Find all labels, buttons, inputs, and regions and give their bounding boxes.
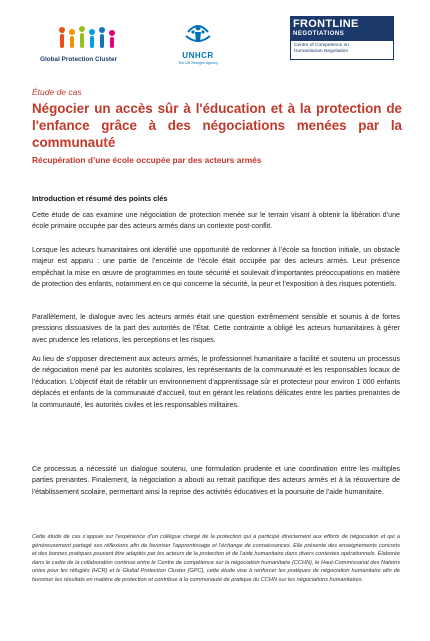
frontline-logo-line1: FRONTLINE [293,18,359,30]
paragraph-4: Au lieu de s’opposer directement aux acteurs armés, le professionnel humanitaire a facilité et soutenu un processus de négociation mené par les autorités scolaires, les représentants de la communauté et les responsables locaux de l’éducation. L’objectif était de rétablir un environnement d’apprentissage sûr et protecteur pour environ 1 000 enfants déplacés et enfants de la communauté d’accueil, tout en gérant les relations délicates entre les parties prenantes de la communauté, les autorités civiles et les responsables militaires. [32,355,400,409]
page-title: Négocier un accès sûr à l'éducation et à la protection de l'enfance grâce à des négociations menées par la communauté [32,101,402,150]
unhcr-logo-title: UNHCR [182,51,214,60]
frontline-logo-line2: NEGOTIATIONS [293,31,345,37]
gpc-people-icon [56,24,120,50]
paragraph-1: Cette étude de cas examine une négociation de protection menée sur le terrain visant à obtenir la libération d’une école primaire occupée par des acteurs armés dans un contexte post-conflit. [32,211,400,231]
paragraph-5: Ce processus a nécessité un dialogue soutenu, une formulation prudente et une coordination entre les multiples parties prenantes. Finalement, la négociation a abouti au retrait pacifique des acteurs armés et à la réouverture de l’établissement scolaire, permettant ainsi la reprise des activités éducatives et la poursuite de l’aide humanitaire. [32,465,400,496]
page-subtitle: Récupération d’une école occupée par des acteurs armés [32,155,262,165]
unhcr-logo-subtitle: The UN Refugee Agency [178,61,218,65]
unhcr-emblem-icon [184,18,212,48]
frontline-logo-line4: Humanitarian Negotiation [294,49,349,54]
frontline-logo-line3: Centre of Competence on [294,43,349,48]
frontline-logo-caption [290,41,394,60]
unhcr-logo [168,18,228,70]
gpc-logo [40,24,136,68]
document-type-label: Étude de cas [32,87,82,97]
section-heading: Introduction et résumé des points clés [32,194,168,203]
frontline-logo-banner [290,16,394,41]
logo-bar [0,14,430,72]
frontline-negotiations-logo [290,16,394,70]
paragraph-3: Parallèlement, le dialogue avec les acteurs armés était une question extrêmement sensible et soumis à de fortes pressions dissuasives de la part des autorités de l’État. Cette contrainte a obligé les acteurs humanitaires à gérer avec prudence les relations, les perceptions et les risques. [32,313,400,344]
paragraph-2: Lorsque les acteurs humanitaires ont identifié une opportunité de redonner à l’école sa fonction initiale, un obstacle majeur est apparu : une partie de l’enceinte de l’école était occupée par des acteurs armés. Leur présence empêchait la mise en œuvre de programmes en toute sécurité et soulevait d’importantes préoccupations en matière de protection des enfants, notamment en ce qui concerne la sécurité, la peur et l’exposition à des risques potentiels. [32,246,400,289]
gpc-logo-text: Global Protection Cluster [40,56,118,63]
footnote: Cette étude de cas s’appuie sur l’expérience d’un collègue chargé de la protection qui a participé directement aux efforts de négociation et qui a généreusement partagé ses réflexions afin de favoriser l’apprentissage et l’échange de connaissances. Elle présente des enseignements concrets et des bonnes pratiques pouvant être adaptés par les acteurs de la protection et de l’aide humanitaire dans divers contextes opérationnels. Élaborée dans le cadre de la collaboration continue entre le Centre de compétence sur la négociation humanitaire (CCHN), le Haut-Commissariat des Nations unies pour les réfugiés (HCR) et le Global Protection Cluster (GPC), cette étude vise à renforcer les pratiques de négociation humanitaire afin de favoriser les résultats en matière de protection et contribue à la communauté de pratique du CCHN sur les négociations humanitaires. [32,534,400,583]
